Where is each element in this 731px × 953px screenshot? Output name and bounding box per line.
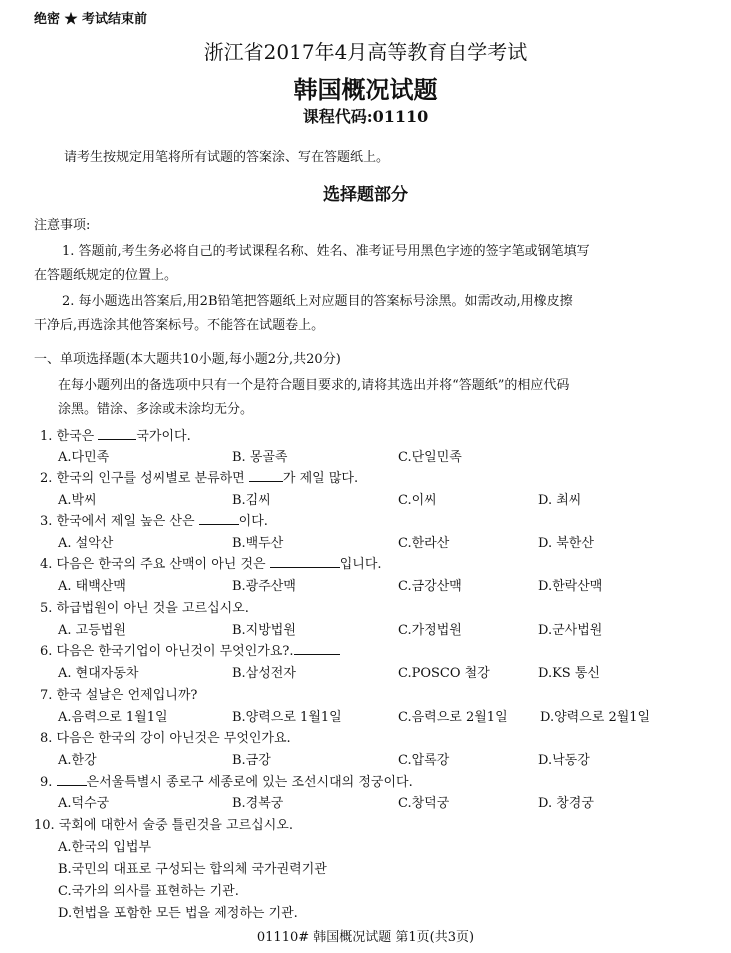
- question-stem-tail: 국가이다.: [136, 429, 191, 444]
- note-1-line-1: 1. 答题前,考生务必将自己的考试课程名称、姓名、准考证号用黑色字迹的签字笔或钢笔填写: [62, 244, 590, 259]
- option-d: D.군사법원: [538, 623, 603, 638]
- part-1-heading: 一、单项选择题(本大题共10小题,每小题2分,共20分): [34, 352, 341, 367]
- question-4: [40, 553, 382, 572]
- answer-blank: [249, 469, 283, 482]
- option-a: A.다민족: [58, 450, 110, 465]
- question-10: [34, 814, 293, 833]
- option-d: D.낙동강: [538, 753, 590, 768]
- question-7: [40, 684, 197, 703]
- part-1-desc-line-1: 在每小题列出的备选项中只有一个是符合题目要求的,请将其选出并将“答题纸”的相应代码: [58, 378, 570, 393]
- option-c: C.창덕궁: [398, 796, 450, 811]
- option-b: B.김씨: [232, 493, 271, 508]
- answer-blank: [98, 427, 136, 440]
- option-b: B.국민의 대표로 구성되는 합의체 국가권력기관: [58, 862, 327, 877]
- notes-title: 注意事项:: [34, 218, 91, 233]
- option-c: C.POSCO 철강: [398, 666, 490, 681]
- option-c: C.국가의 의사를 표현하는 기관.: [58, 884, 239, 899]
- option-d: D.KS 통신: [538, 666, 600, 681]
- question-6: [40, 640, 340, 659]
- question-stem-tail: 은서울특별시 종로구 세종로에 있는 조선시대의 정궁이다.: [86, 775, 413, 790]
- option-a: A.한국의 입법부: [58, 840, 152, 855]
- option-c: C.이씨: [398, 493, 437, 508]
- paper-title: 韩国概况试题: [293, 75, 438, 104]
- question-stem: 1. 한국은: [40, 429, 99, 444]
- exam-title: 浙江省2017年4月高等教育自学考试: [203, 40, 528, 64]
- course-code: 课程代码:01110: [302, 107, 429, 126]
- question-stem: 3. 한국에서 제일 높은 산은: [40, 514, 199, 529]
- option-c: C.단일민족: [398, 450, 462, 465]
- option-a: A.한강: [58, 753, 97, 768]
- answer-blank: [57, 773, 87, 786]
- option-d: D.한락산맥: [538, 579, 603, 594]
- question-stem-tail: 입니다.: [339, 557, 382, 572]
- section-title: 选择题部分: [323, 185, 408, 205]
- option-b: B.양력으로 1월1일: [232, 710, 342, 725]
- question-stem: 6. 다음은 한국기업이 아닌것이 무엇인가요?.: [40, 644, 294, 659]
- answer-blank: [270, 555, 340, 568]
- option-c: C.음력으로 2월1일: [398, 710, 508, 725]
- question-9: [40, 771, 413, 790]
- option-d: D.양력으로 2월1일: [540, 710, 651, 725]
- option-a: A.음력으로 1월1일: [58, 710, 168, 725]
- option-c: C.금강산맥: [398, 579, 462, 594]
- general-instruction: 请考生按规定用笔将所有试题的答案涂、写在答题纸上。: [64, 150, 390, 165]
- option-a: A. 현대자동차: [58, 666, 139, 681]
- option-b: B.광주산맥: [232, 579, 296, 594]
- option-b: B.백두산: [232, 536, 284, 551]
- option-a: A. 설악산: [58, 536, 114, 551]
- option-c: C.가정법원: [398, 623, 462, 638]
- option-b: B.지방법원: [232, 623, 296, 638]
- option-d: D. 창경궁: [538, 796, 594, 811]
- option-a: A. 태백산맥: [58, 579, 126, 594]
- note-2-line-1: 2. 每小题选出答案后,用2B铅笔把答题纸上对应题目的答案标号涂黑。如需改动,用橡皮擦: [62, 294, 573, 309]
- question-stem: 7. 한국 설날은 언제입니까?: [40, 688, 198, 703]
- option-b: B.경복궁: [232, 796, 284, 811]
- answer-blank: [294, 642, 340, 655]
- option-d: D. 최씨: [538, 493, 582, 508]
- question-stem: 10. 국회에 대한서 술중 틀린것을 고르십시오.: [34, 818, 293, 833]
- question-3: [40, 510, 268, 529]
- question-stem: 2. 한국의 인구를 성씨별로 분류하면: [40, 471, 249, 486]
- question-stem-tail: 이다.: [238, 514, 268, 529]
- note-1-line-2: 在答题纸规定的位置上。: [34, 268, 178, 283]
- question-stem: 8. 다음은 한국의 강이 아닌것은 무엇인가요.: [40, 731, 291, 746]
- question-5: [40, 597, 249, 616]
- question-stem-tail: 가 제일 많다.: [282, 471, 359, 486]
- question-stem: 4. 다음은 한국의 주요 산맥이 아닌 것은: [40, 557, 270, 572]
- confidential-label: 绝密 ★ 考试结束前: [34, 12, 148, 27]
- question-stem: 9.: [40, 775, 57, 790]
- option-a: A.덕수궁: [58, 796, 110, 811]
- option-a: A. 고등법원: [58, 623, 126, 638]
- question-2: [40, 467, 358, 486]
- question-stem: 5. 하급법원이 아닌 것을 고르십시오.: [40, 601, 249, 616]
- option-b: B.금강: [232, 753, 271, 768]
- option-b: B.삼성전자: [232, 666, 296, 681]
- answer-blank: [199, 512, 239, 525]
- option-d: D.헌법을 포함한 모든 법을 제정하는 기관.: [58, 906, 298, 921]
- option-c: C.압록강: [398, 753, 450, 768]
- note-2-line-2: 干净后,再选涂其他答案标号。不能答在试题卷上。: [34, 318, 325, 333]
- option-c: C.한라산: [398, 536, 450, 551]
- page-footer: 01110# 韩国概况试题 第1页(共3页): [256, 930, 475, 945]
- option-a: A.박씨: [58, 493, 97, 508]
- option-d: D. 북한산: [538, 536, 594, 551]
- question-8: [40, 727, 291, 746]
- option-b: B. 몽골족: [232, 450, 288, 465]
- part-1-desc-line-2: 涂黑。错涂、多涂或未涂均无分。: [58, 402, 254, 417]
- question-1: [40, 425, 191, 444]
